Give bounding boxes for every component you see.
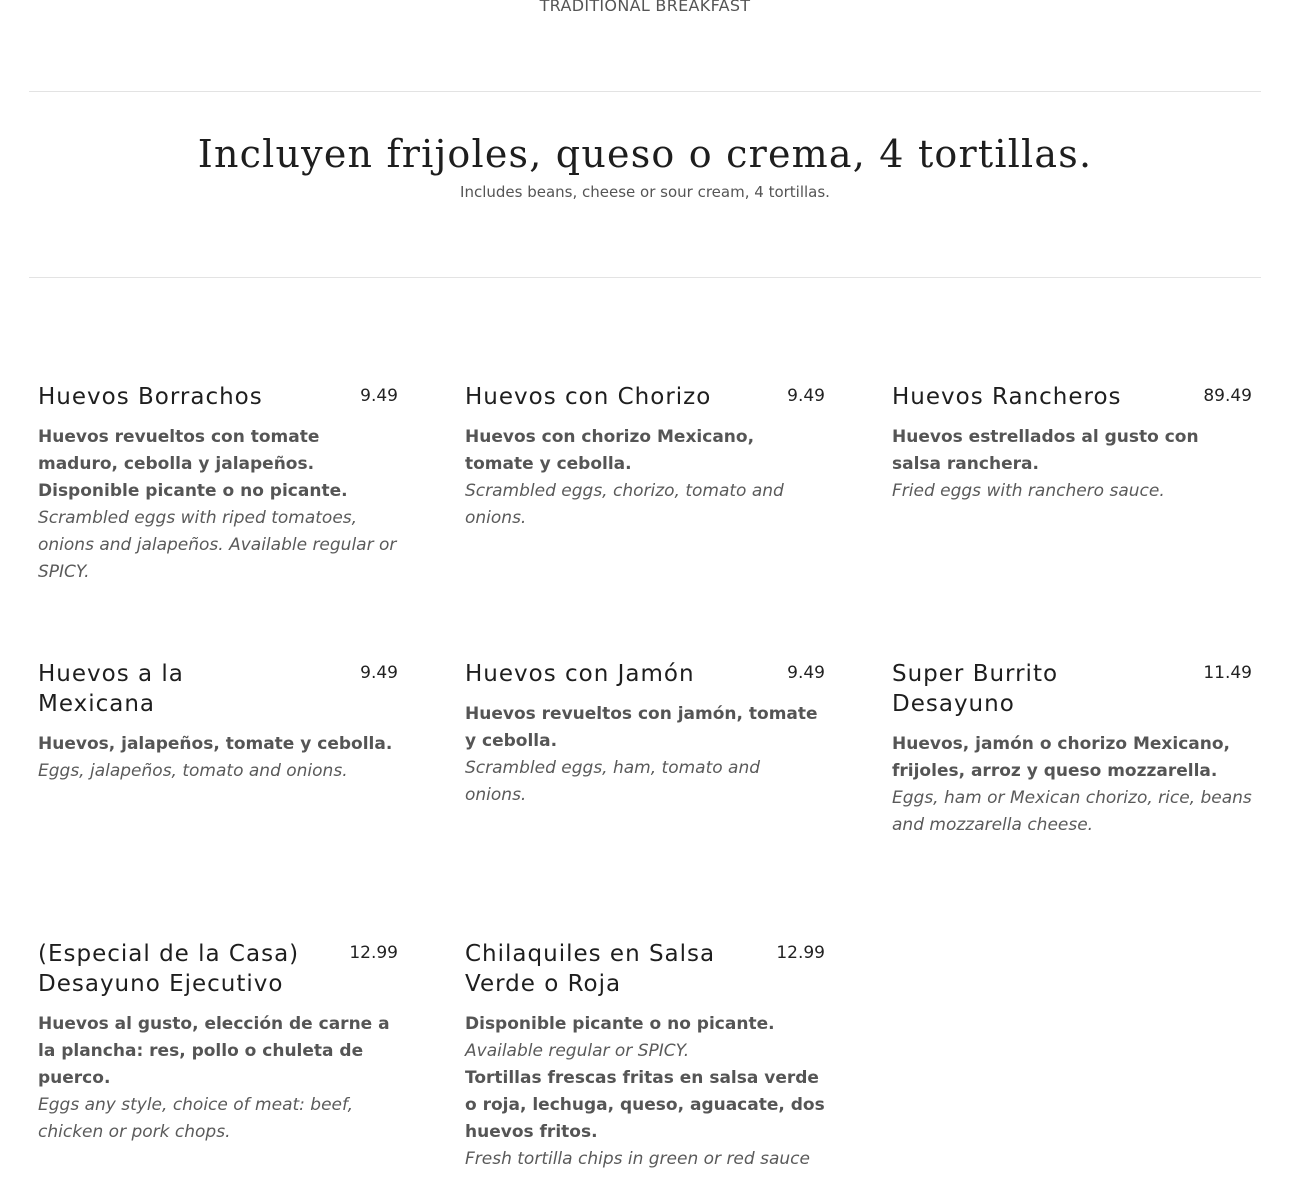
item-description-es: Tortillas frescas fritas en salsa verde o roja, lechuga, queso, aguacate, dos huevos fritos.: [465, 1068, 825, 1142]
item-description: [465, 424, 825, 532]
item-name: Huevos Rancheros: [892, 384, 1122, 410]
item-price: 89.49: [1203, 386, 1252, 406]
item-name: Huevos Borrachos: [38, 384, 263, 410]
item-price: 11.49: [1203, 663, 1252, 683]
item-description-es: Disponible picante o no picante.: [465, 1014, 775, 1034]
menu-item[interactable]: [892, 382, 1252, 659]
item-name: Super Burrito Desayuno: [892, 661, 1059, 717]
item-description-es: Huevos, jamón o chorizo Mexicano, frijoles, arroz y queso mozzarella.: [892, 734, 1231, 781]
item-description-es: Huevos al gusto, elección de carne a la plancha: res, pollo o chuleta de puerco.: [38, 1014, 390, 1088]
item-description-en: Eggs, ham or Mexican chorizo, rice, beans and mozzarella cheese.: [892, 788, 1252, 835]
item-name: Huevos con Jamón: [465, 661, 695, 687]
divider-bottom: [29, 277, 1261, 278]
item-description: [38, 1011, 398, 1146]
item-description-en: Eggs, jalapeños, tomato and onions.: [38, 761, 348, 781]
menu-item[interactable]: [892, 659, 1252, 939]
menu-item[interactable]: [465, 659, 825, 939]
item-description-en: Eggs any style, choice of meat: beef, chicken or pork chops.: [38, 1095, 354, 1142]
item-name: (Especial de la Casa) Desayuno Ejecutivo: [38, 941, 300, 997]
item-description-en: Scrambled eggs, chorizo, tomato and onions.: [465, 481, 784, 528]
item-description: [38, 731, 398, 785]
item-description-es: Huevos, jalapeños, tomate y cebolla.: [38, 734, 393, 754]
item-description: [465, 701, 825, 809]
item-description: [892, 424, 1252, 505]
item-name: Huevos a la Mexicana: [38, 661, 184, 717]
item-description-es: Huevos estrellados al gusto con salsa ranchera.: [892, 427, 1199, 474]
item-price: 12.99: [776, 943, 825, 963]
includes-heading: Incluyen frijoles, queso o crema, 4 tortillas.: [197, 132, 1093, 176]
item-price: 9.49: [787, 663, 825, 683]
menu-grid: [38, 382, 1252, 1179]
item-description-en: Fresh tortilla chips in green or red sauce: [465, 1149, 810, 1169]
item-description-en: Fried eggs with ranchero sauce.: [892, 481, 1165, 501]
item-description-en: Scrambled eggs with riped tomatoes, onions and jalapeños. Available regular or SPICY.: [38, 508, 397, 582]
item-description-en: Scrambled eggs, ham, tomato and onions.: [465, 758, 761, 805]
section-label: TRADITIONAL BREAKFAST: [539, 0, 751, 15]
menu-item[interactable]: [465, 382, 825, 659]
item-description: [465, 1011, 825, 1173]
includes-subheading: Includes beans, cheese or sour cream, 4 tortillas.: [460, 183, 830, 201]
item-name: Chilaquiles en Salsa Verde o Roja: [465, 941, 716, 997]
menu-item[interactable]: [465, 939, 825, 1179]
menu-item[interactable]: [38, 939, 398, 1179]
divider-top: [29, 91, 1261, 92]
item-description-es: Huevos revueltos con tomate maduro, cebolla y jalapeños. Disponible picante o no picante.: [38, 427, 348, 501]
item-price: 9.49: [360, 386, 398, 406]
item-name: Huevos con Chorizo: [465, 384, 712, 410]
item-description-en: Available regular or SPICY.: [465, 1041, 690, 1061]
item-description: [892, 731, 1252, 839]
item-description-es: Huevos con chorizo Mexicano, tomate y cebolla.: [465, 427, 755, 474]
menu-item[interactable]: [38, 382, 398, 659]
item-description: [38, 424, 398, 586]
menu-item[interactable]: [38, 659, 398, 939]
item-price: 12.99: [349, 943, 398, 963]
item-description-es: Huevos revueltos con jamón, tomate y cebolla.: [465, 704, 818, 751]
item-price: 9.49: [787, 386, 825, 406]
item-price: 9.49: [360, 663, 398, 683]
